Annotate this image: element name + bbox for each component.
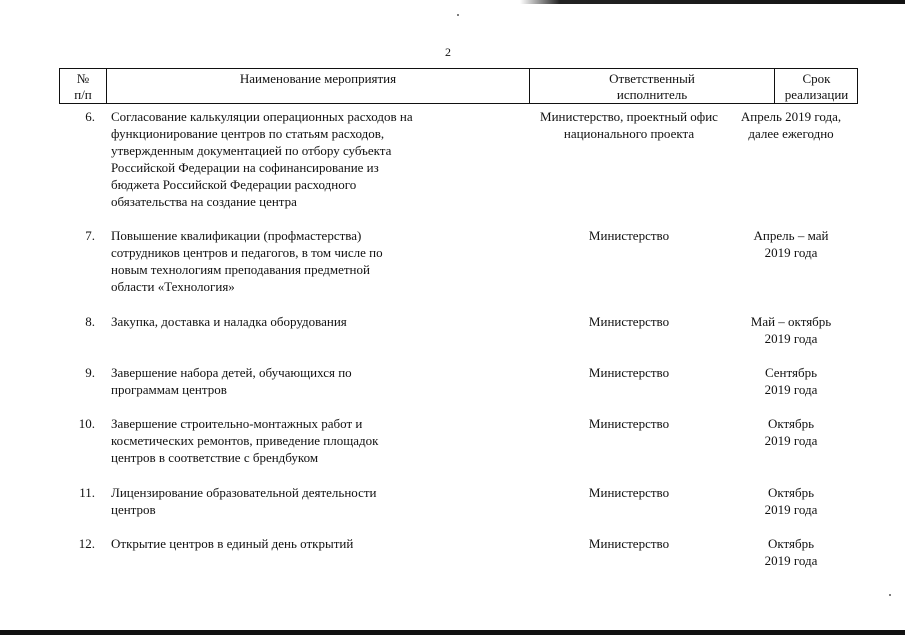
header-num-line: п/п bbox=[74, 87, 92, 102]
row-term bbox=[726, 535, 856, 569]
scan-edge-bottom bbox=[0, 630, 905, 635]
header-divider bbox=[59, 103, 858, 104]
row-responsible-line: Министерство bbox=[588, 536, 670, 551]
row-activity-line: программам центров bbox=[111, 382, 227, 397]
row-number: 9. bbox=[85, 365, 95, 380]
row-term-line: 2019 года bbox=[764, 331, 818, 346]
row-term-line: 2019 года bbox=[764, 502, 818, 517]
row-activity bbox=[111, 313, 471, 330]
row-number: 10. bbox=[78, 416, 95, 431]
row-activity bbox=[111, 484, 471, 518]
row-term bbox=[726, 364, 856, 398]
header-responsible-line: Ответственный bbox=[609, 71, 695, 86]
row-responsible-line: национального проекта bbox=[563, 126, 695, 141]
row-term-line: Октябрь bbox=[767, 416, 815, 431]
table-header bbox=[59, 68, 858, 104]
row-term-line: Октябрь bbox=[767, 485, 815, 500]
row-activity-line: новым технологиям преподавания предметной bbox=[111, 262, 370, 277]
row-activity-line: центров bbox=[111, 502, 156, 517]
row-term-line: Октябрь bbox=[767, 536, 815, 551]
row-term-line: далее ежегодно bbox=[748, 126, 834, 141]
header-term-line: Срок bbox=[802, 71, 831, 86]
row-activity bbox=[111, 364, 471, 398]
row-activity-line: Завершение строительно-монтажных работ и bbox=[111, 416, 363, 431]
row-activity bbox=[111, 415, 471, 466]
header-num bbox=[60, 69, 106, 104]
header-term-line: реализации bbox=[784, 87, 849, 102]
row-term bbox=[726, 415, 856, 449]
row-responsible-line: Министерство bbox=[588, 416, 670, 431]
row-term bbox=[726, 227, 856, 261]
header-responsible-line: исполнитель bbox=[616, 87, 688, 102]
row-term-line: Апрель 2019 года, bbox=[740, 109, 842, 124]
row-term-line: Май – октябрь bbox=[750, 314, 832, 329]
row-term-line: Апрель – май bbox=[753, 228, 829, 243]
row-activity-line: области «Технология» bbox=[111, 279, 235, 294]
row-activity-line: Российской Федерации на софинансирование из bbox=[111, 160, 379, 175]
page-number: 2 bbox=[445, 45, 451, 59]
row-term-line: 2019 года bbox=[764, 433, 818, 448]
row-term-line: Сентябрь bbox=[764, 365, 818, 380]
row-term-line: 2019 года bbox=[764, 245, 818, 260]
row-responsible-line: Министерство, проектный офис bbox=[540, 109, 718, 124]
row-activity-line: Согласование калькуляции операционных расходов на bbox=[111, 109, 413, 124]
row-term bbox=[726, 108, 856, 142]
row-number: 7. bbox=[85, 228, 95, 243]
row-activity-line: Лицензирование образовательной деятельности bbox=[111, 485, 377, 500]
row-activity-line: обязательства на создание центра bbox=[111, 194, 297, 209]
row-activity-line: центров в соответствие с брендбуком bbox=[111, 450, 319, 465]
row-activity bbox=[111, 535, 471, 552]
row-number: 8. bbox=[85, 314, 95, 329]
row-responsible-line: Министерство bbox=[588, 228, 670, 243]
row-responsible-line: Министерство bbox=[588, 365, 670, 380]
row-number: 11. bbox=[79, 485, 95, 500]
row-activity bbox=[111, 108, 471, 210]
row-activity-line: бюджета Российской Федерации расходного bbox=[111, 177, 357, 192]
row-responsible-line: Министерство bbox=[588, 314, 670, 329]
row-responsible-line: Министерство bbox=[588, 485, 670, 500]
row-activity-line: Открытие центров в единый день открытий bbox=[111, 536, 354, 551]
row-term-line: 2019 года bbox=[764, 382, 818, 397]
row-activity-line: утвержденным документацией по отбору субъекта bbox=[111, 143, 392, 158]
row-number: 12. bbox=[78, 536, 95, 551]
row-number: 6. bbox=[85, 109, 95, 124]
header-num-line: № bbox=[76, 71, 90, 86]
scan-speck bbox=[889, 594, 891, 596]
row-term-line: 2019 года bbox=[764, 553, 818, 568]
header-term bbox=[774, 69, 858, 104]
header-name-line: Наименование мероприятия bbox=[239, 71, 397, 86]
scan-edge-top bbox=[0, 0, 905, 4]
row-term bbox=[726, 484, 856, 518]
scan-speck bbox=[457, 14, 459, 16]
row-activity-line: косметических ремонтов, приведение площадок bbox=[111, 433, 379, 448]
row-activity-line: Повышение квалификации (профмастерства) bbox=[111, 228, 362, 243]
header-responsible bbox=[529, 69, 774, 104]
row-activity-line: Завершение набора детей, обучающихся по bbox=[111, 365, 352, 380]
header-name bbox=[106, 69, 529, 104]
row-activity-line: Закупка, доставка и наладка оборудования bbox=[111, 314, 347, 329]
row-activity bbox=[111, 227, 471, 295]
row-activity-line: функционирование центров по статьям расходов, bbox=[111, 126, 385, 141]
row-activity-line: сотрудников центров и педагогов, в том числе по bbox=[111, 245, 383, 260]
row-term bbox=[726, 313, 856, 347]
